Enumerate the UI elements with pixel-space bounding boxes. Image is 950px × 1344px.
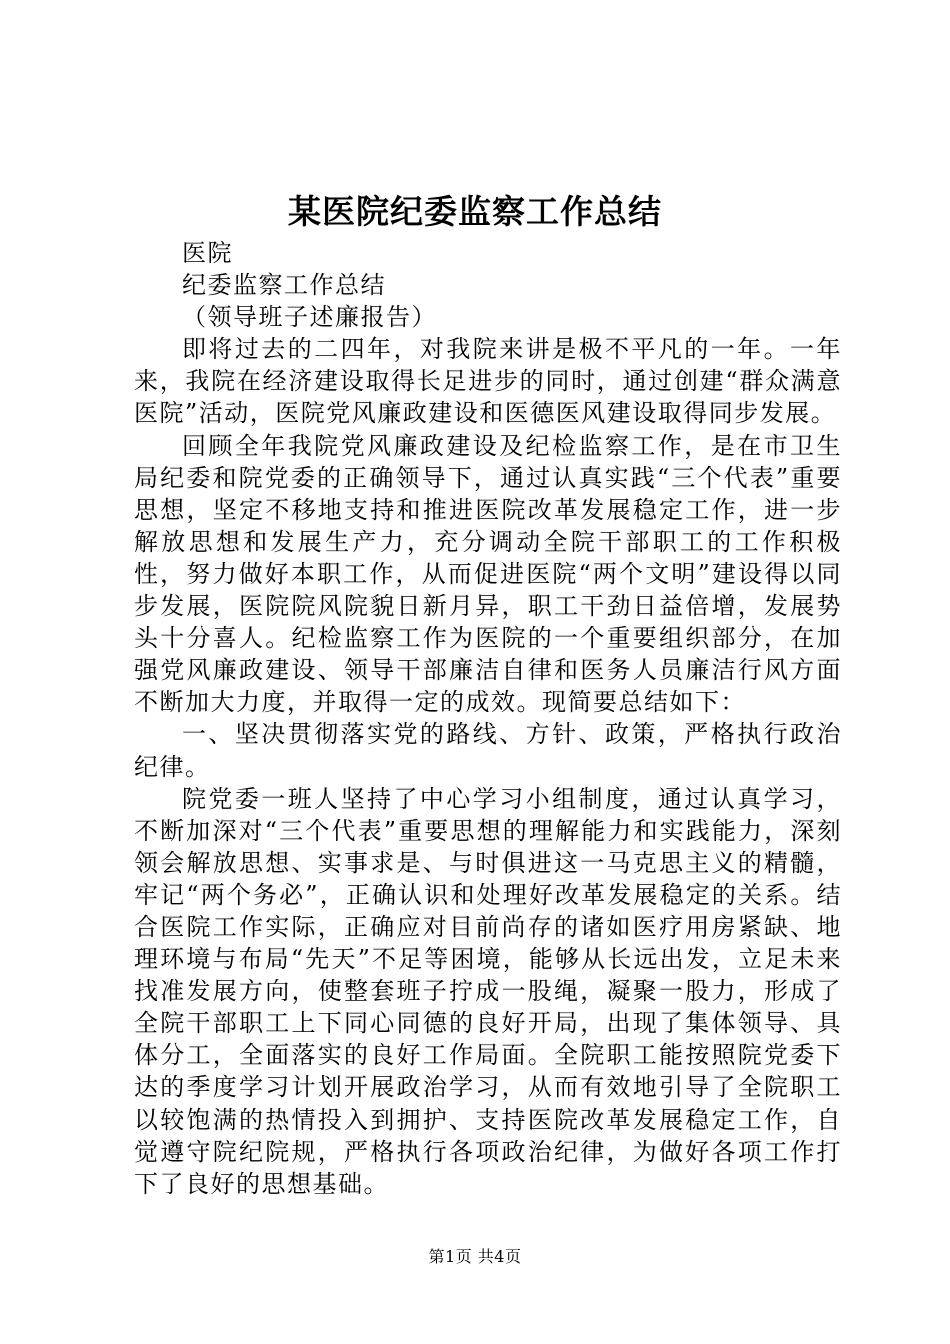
paragraph-review: 回顾全年我院党风廉政建设及纪检监察工作，是在市卫生局纪委和院党委的正确领导下，通过认真实践“三个代表”重要思想，坚定不移地支持和推进医院改革发展稳定工作，进一步解放思想和发展生产力，充分调动全院干部职工的工作积极性，努力做好本职工作，从而促进医院“两个文明”建设得以同步发展，医院院风院貌日新月异，职工干劲日益倍增，发展势头十分喜人。纪检监察工作为医院的一个重要组织部分，在加强党风廉政建设、领导干部廉洁自律和医务人员廉洁行风方面不断加大力度，并取得一定的成效。现简要总结如下：: [134, 431, 842, 717]
document-body: [134, 237, 842, 1200]
paragraph-subtitle: （领导班子述廉报告）: [182, 303, 437, 332]
page-footer: 第1页 共4页: [428, 1247, 522, 1266]
paragraph-intro: 即将过去的二四年，对我院来讲是极不平凡的一年。一年来，我院在经济建设取得长足进步的同时，通过创建“群众满意医院”活动，医院党风廉政建设和医德医风建设取得同步发展。: [134, 335, 842, 428]
section-heading-1: 一、坚决贯彻落实党的路线、方针、政策，严格执行政治纪律。: [134, 720, 842, 781]
document-title: 某医院纪委监察工作总结: [288, 192, 662, 231]
paragraph-heading-report: 纪委监察工作总结: [182, 271, 386, 300]
paragraph-section-1: 院党委一班人坚持了中心学习小组制度，通过认真学习，不断加深对“三个代表”重要思想的理解能力和实践能力，深刻领会解放思想、实事求是、与时俱进这一马克思主义的精髓，牢记“两个务必”，正确认识和处理好改革发展稳定的关系。结合医院工作实际，正确应对目前尚存的诸如医疗用房紧缺、地理环境与布局“先天”不足等困境，能够从长远出发，立足未来找准发展方向，使整套班子拧成一股绳，凝聚一股力，形成了全院干部职工上下同心同德的良好开局，出现了集体领导、具体分工，全面落实的良好工作局面。全院职工能按照院党委下达的季度学习计划开展政治学习，从而有效地引导了全院职工以较饱满的热情投入到拥护、支持医院改革发展稳定工作，自觉遵守院纪院规，严格执行各项政治纪律，为做好各项工作打下了良好的思想基础。: [134, 784, 842, 1198]
paragraph-heading-hospital: 医院: [182, 239, 233, 267]
